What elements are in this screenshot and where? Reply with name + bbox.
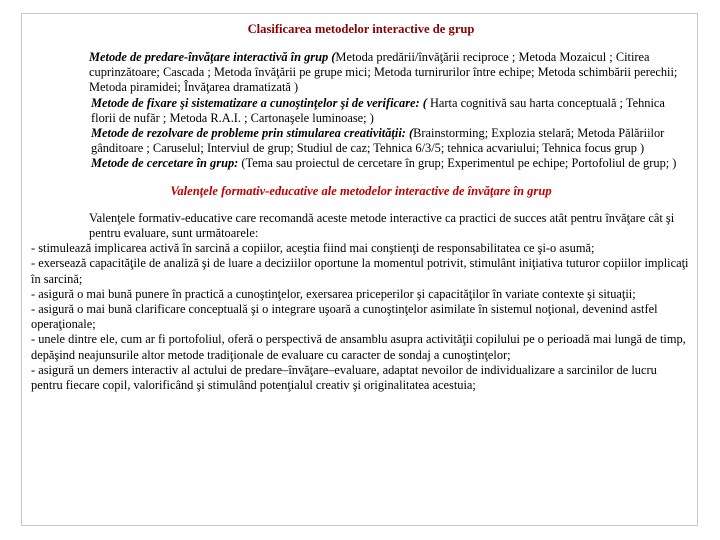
method-group-rezolvare (31, 126, 691, 156)
method-text: Metoda predării/învăţării reciproce ; Metoda Mozaicul ; Citirea cuprinzătoare; Cascada ; Metoda învăţării pe grupe mici; Metoda turnirurilor între echipe; Metoda schimbării perechii; Metoda piramidei; Învăţarea dramatizată ) (89, 50, 678, 95)
method-group-fixare (31, 96, 691, 126)
list-item: - exersează capacităţile de analiză şi de luare a deciziilor oportune la momentul potrivit, stimulânt iniţiativa tuturor copiilor implicaţi în sarcină; (31, 256, 689, 286)
list-item: - unele dintre ele, cum ar fi portofoliul, oferă o perspectivă de ansamblu asupra activităţii copilului pe o perioadă mai lungă de timp, depăşind neajunsurile altor metode tradiţionale de evaluare cu caracter de sondaj a cunoştinţelor; (31, 332, 686, 362)
method-text: (Tema sau proiectul de cercetare în grup; Experimentul pe echipe; Portofoliul de grup; ) (238, 156, 677, 171)
list-item: - asigură o mai bună punere în practică a cunoştinţelor, exersarea priceperilor şi capacităţilor în variate contexte şi situaţii; (31, 286, 636, 301)
method-text: Harta cognitivă sau harta conceptuală ; Tehnica florii de nufăr ; Metoda R.A.I. ; Cartonaşele luminoase; ) (91, 95, 665, 125)
method-group-predare (31, 50, 691, 96)
method-heading: Metode de cercetare în grup: (91, 156, 239, 171)
slide-title: Clasificarea metodelor interactive de grup (247, 22, 475, 36)
slide-content (31, 21, 691, 393)
list-item: - asigură un demers interactiv al actului de predare–învăţare–evaluare, adaptat nevoilor de individualizare a sarcinilor de lucru pentru fiecare copil, valorificând şi stimulând potenţialul creativ şi originalitatea acestuia; (31, 362, 657, 393)
method-group-cercetare (31, 156, 691, 171)
section-subtitle: Valenţele formativ-educative ale metodelor interactive de învăţare în grup (170, 183, 552, 198)
method-heading: Metode de predare-învăţare interactivă în grup ( (89, 50, 336, 64)
list-item: - asigură o mai bună clarificare conceptuală şi o integrare uşoară a cunoştinţelor asimilate în sistemul noţional, devenind astfel operaţionale; (31, 302, 658, 332)
method-text: Brainstorming; Explozia stelară; Metoda Pălăriilor gânditoare ; Caruselul; Interviul de grup; Studiul de caz; Tehnica 6/3/5; tehnica acvariului; Tehnica focus grup ) (91, 126, 665, 156)
intro-paragraph: Valenţele formativ-educative care recomandă aceste metode interactive ca practici de succes atât pentru învăţare cât şi pentru evaluare, sunt următoarele: (89, 210, 675, 241)
list-item: - stimulează implicarea activă în sarcină a copiilor, aceştia fiind mai conştienţi de responsabilitatea ce şi-o asumă; (31, 241, 595, 256)
method-heading: Metode de rezolvare de probleme prin stimularea creativităţii: ( (91, 126, 414, 141)
method-heading: Metode de fixare şi sistematizare a cunoştinţelor şi de verificare: ( (91, 95, 427, 110)
